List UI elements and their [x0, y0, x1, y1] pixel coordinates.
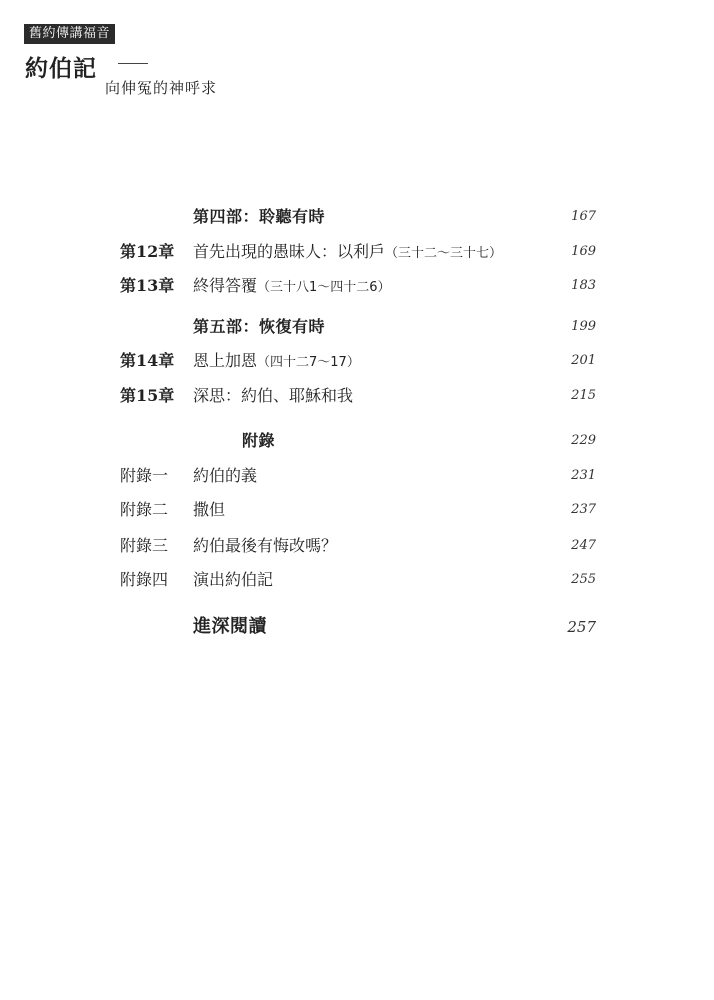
- page-number: 255: [571, 572, 596, 587]
- appendix-heading: 附錄: [242, 431, 276, 450]
- page-number: 169: [571, 244, 596, 259]
- toc-further-reading[interactable]: [0, 613, 714, 641]
- page-number: 167: [571, 209, 596, 224]
- page-number: 257: [567, 618, 596, 636]
- appendix-label: 附錄四: [120, 570, 169, 589]
- page-number: 183: [571, 278, 596, 293]
- toc-chapter-13[interactable]: [0, 272, 714, 300]
- chapter-title: [193, 272, 391, 302]
- chapter-title: [193, 347, 360, 377]
- toc-appendix-2[interactable]: [0, 496, 714, 524]
- toc-chapter-15[interactable]: [0, 382, 714, 410]
- appendix-title: 約伯最後有悔改嗎？: [193, 536, 338, 555]
- scripture-reference: （四十二7～17）: [257, 355, 360, 370]
- book-title: 約伯記: [25, 55, 97, 82]
- appendix-title: 撒但: [193, 500, 226, 519]
- toc-part-5[interactable]: [0, 313, 714, 341]
- title-rule: [118, 63, 148, 64]
- chapter-title: [193, 238, 502, 268]
- toc-appendix-1[interactable]: [0, 462, 714, 490]
- toc-appendix-4[interactable]: [0, 566, 714, 594]
- series-badge: 舊約傳講福音: [24, 24, 115, 44]
- page-number: 199: [571, 319, 596, 334]
- appendix-label: 附錄一: [120, 466, 169, 485]
- chapter-title: 深思：約伯、耶穌和我: [193, 386, 354, 405]
- chapter-label: 第15章: [120, 386, 175, 405]
- appendix-title: 約伯的義: [193, 466, 258, 485]
- part-heading: 第五部：恢復有時: [193, 317, 326, 336]
- toc-chapter-12[interactable]: [0, 238, 714, 266]
- appendix-label: 附錄二: [120, 500, 169, 519]
- page-number: 215: [571, 388, 596, 403]
- page-number: 229: [571, 433, 596, 448]
- book-subtitle: 向伸冤的神呼求: [105, 79, 218, 97]
- toc-appendix-heading[interactable]: [0, 427, 714, 455]
- chapter-label: 第13章: [120, 276, 175, 295]
- scripture-reference: （三十八1～四十二6）: [257, 280, 391, 295]
- part-heading: 第四部：聆聽有時: [193, 207, 326, 226]
- toc-part-4[interactable]: [0, 203, 714, 231]
- chapter-title-text: 恩上加恩: [193, 351, 258, 370]
- chapter-label: 第12章: [120, 242, 175, 261]
- toc-appendix-3[interactable]: [0, 532, 714, 560]
- scripture-reference: （三十二～三十七）: [385, 246, 503, 261]
- toc-chapter-14[interactable]: [0, 347, 714, 375]
- page-number: 201: [571, 353, 596, 368]
- chapter-title-text: 終得答覆: [193, 276, 258, 295]
- appendix-label: 附錄三: [120, 536, 169, 555]
- appendix-title: 演出約伯記: [193, 570, 274, 589]
- chapter-title-text: 首先出現的愚昧人：以利戶: [193, 242, 386, 261]
- page-number: 231: [571, 468, 596, 483]
- further-reading-heading: 進深閱讀: [193, 616, 267, 637]
- page-number: 247: [571, 538, 596, 553]
- page-number: 237: [571, 502, 596, 517]
- chapter-label: 第14章: [120, 351, 175, 370]
